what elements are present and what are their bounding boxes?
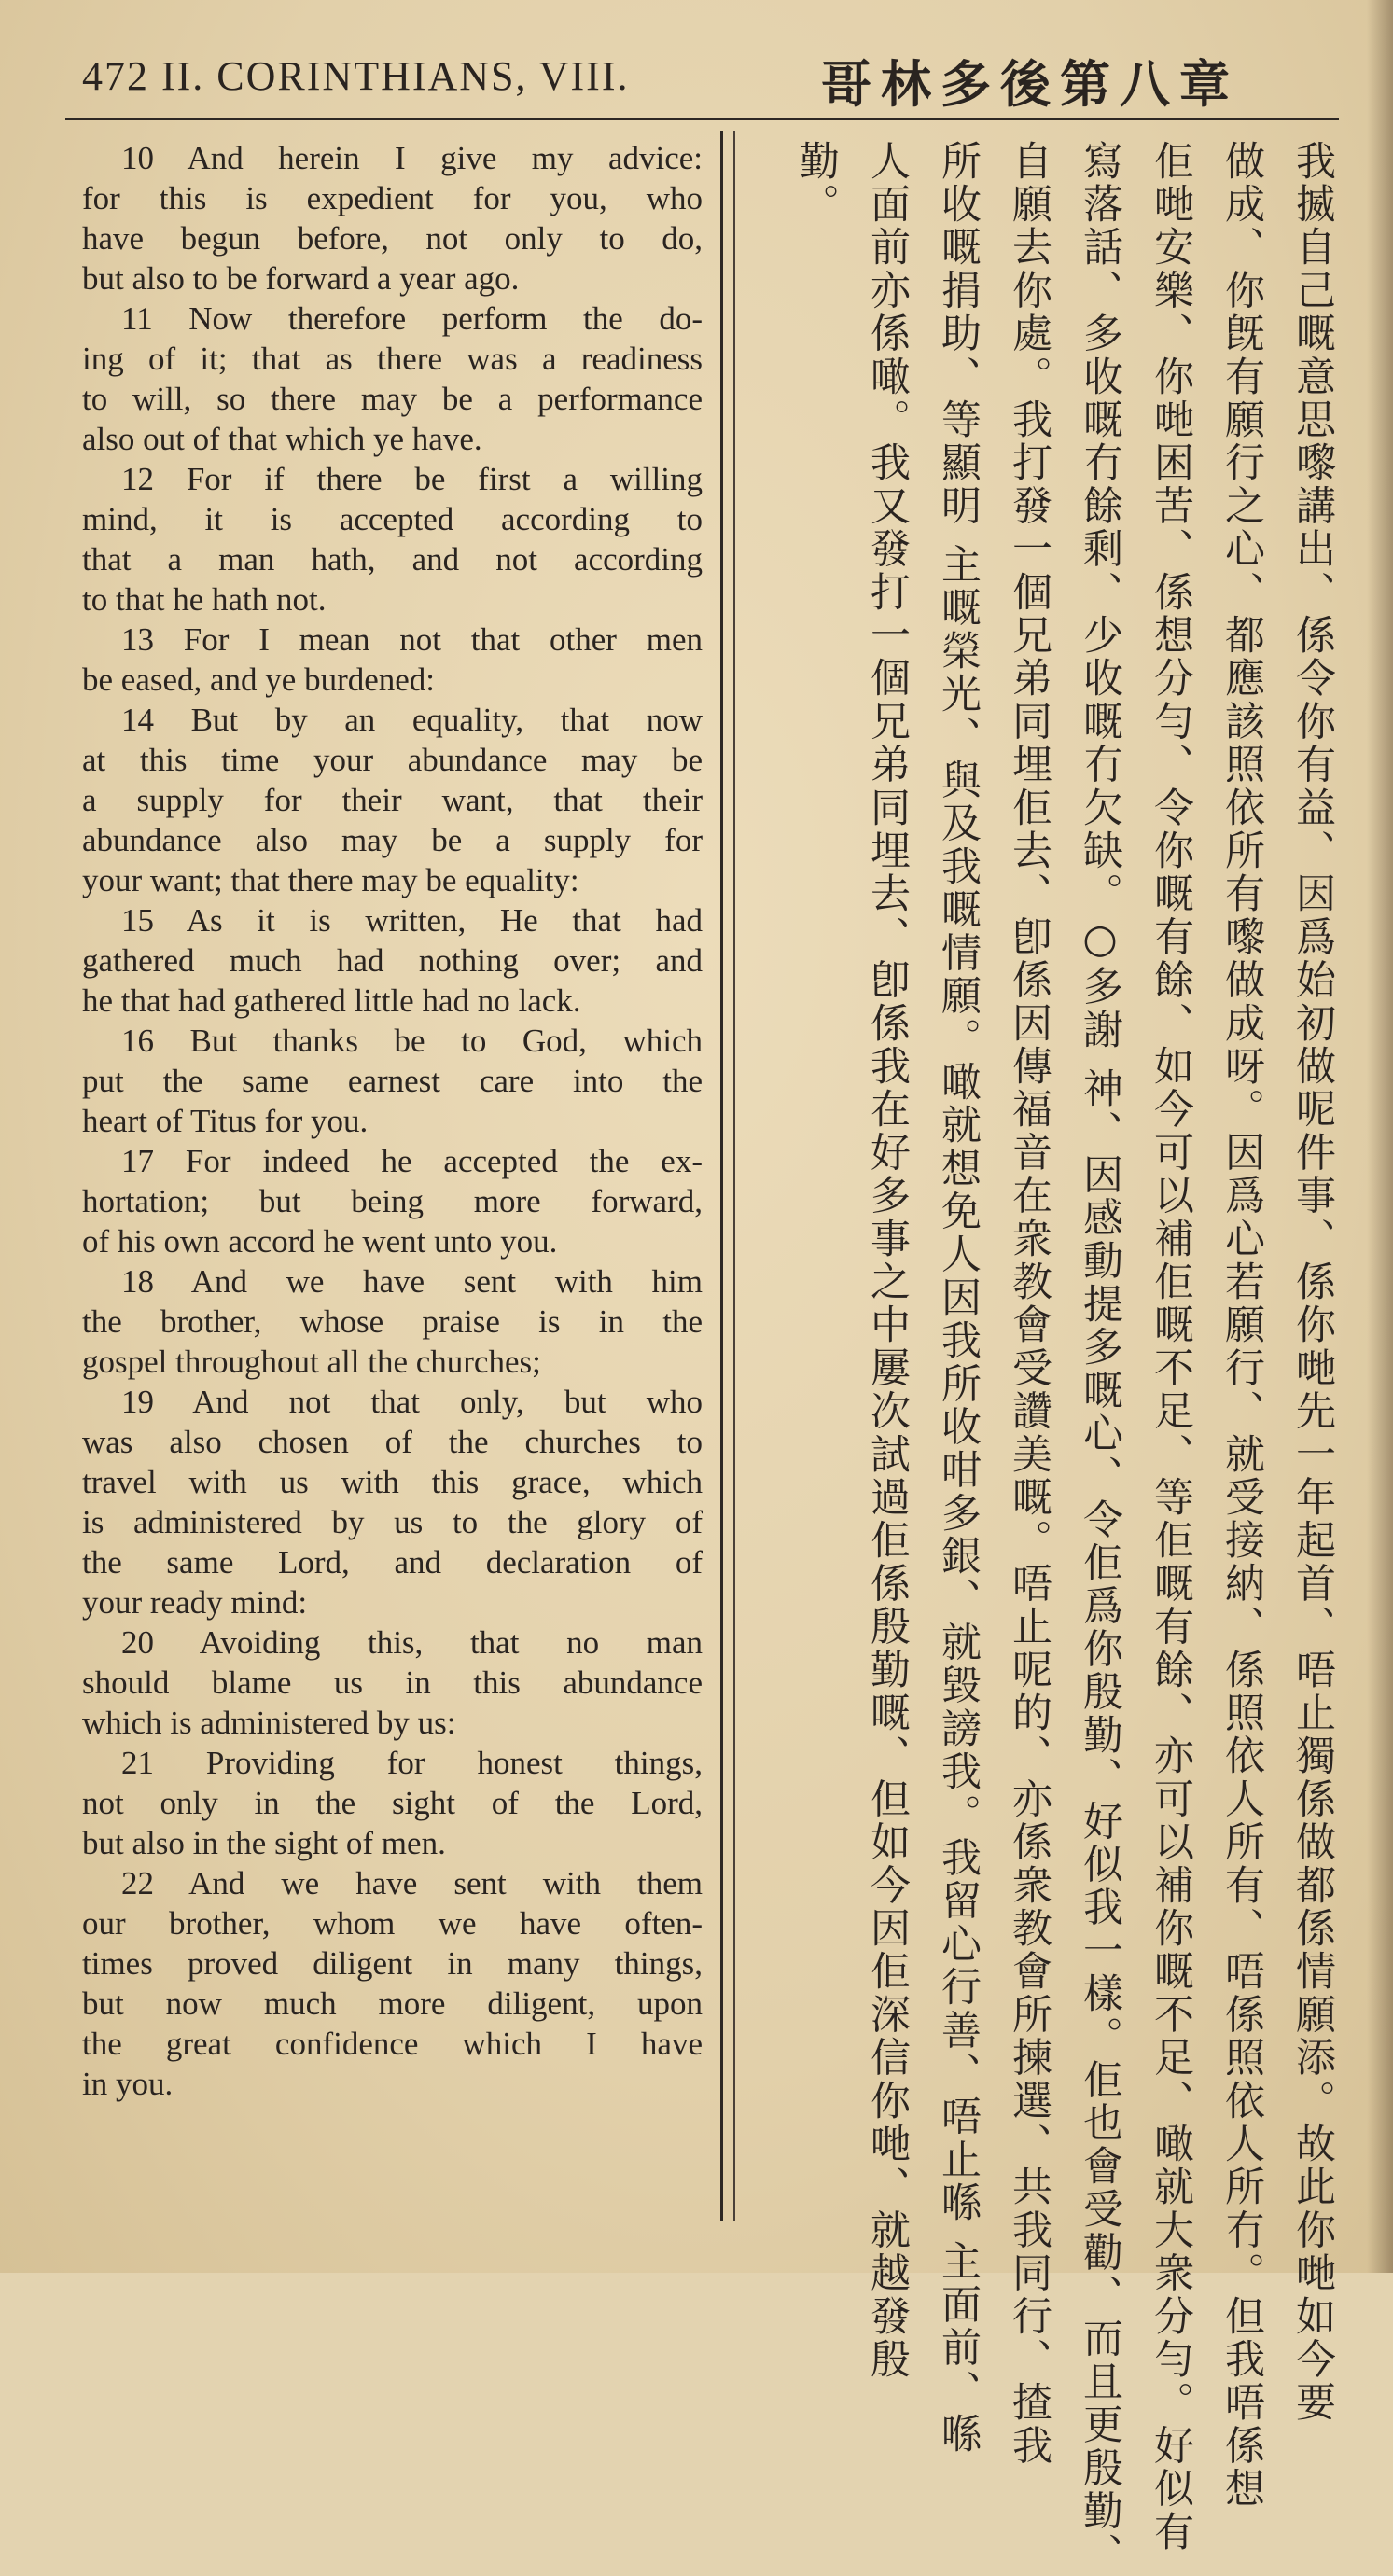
verse-line: 13 For I mean not that other men [121,621,703,658]
verse-line: have begun before, not only to do, [82,220,703,257]
verse-line: 18 And we have sent with him [121,1263,703,1300]
verse-line: mind, it is accepted according to [82,501,703,537]
verse-line: a supply for their want, that their [82,782,703,818]
verse-line: gathered much had nothing over; and [82,942,703,979]
verse-line: of his own accord he went unto you. [82,1223,558,1260]
verse-line: the brother, whose praise is in the [82,1303,703,1340]
chinese-column: 所收嘅捐助、等顯明 主嘅榮光、與及我嘅情願。噉就想免人因我所收咁多銀、就毀謗我。我留心行善、唔止喺 主面前、喺 [935,140,982,2457]
header-rule [65,118,1339,120]
verse-line: put the same earnest care into the [82,1063,703,1099]
column-divider [720,131,723,2221]
running-head-english: 472 II. CORINTHIANS, VIII. [82,53,630,99]
verse-line: 19 And not that only, but who [121,1384,703,1420]
verse-line: heart of Titus for you. [82,1103,369,1139]
verse-line: 15 As it is written, He that had [121,902,703,939]
verse-line: 21 Providing for honest things, [121,1745,703,1781]
english-text-column [82,138,703,2104]
verse-line: 17 For indeed he accepted the ex- [121,1143,703,1179]
verse-line: which is administered by us: [82,1705,456,1741]
running-head-chinese: 哥林多後第八章 [821,55,1239,114]
verse-line: 16 But thanks be to God, which [121,1023,703,1059]
verse-line: to will, so there may be a performance [82,381,703,417]
column-divider-inner [733,131,735,2221]
chinese-column: 寫落話、多收嘅冇餘剩、少收嘅冇欠缺。○多謝 神、因感動提多嘅心、令佢爲你殷勤、好似我一樣。佢也會受勸、而且更殷勤、 [1077,140,1123,2576]
verse-line: also out of that which ye have. [82,421,482,457]
verse-line: our brother, whom we have often- [82,1905,703,1942]
verse-line: he that had gathered little had no lack. [82,982,581,1019]
verse-line: that a man hath, and not according [82,541,703,578]
verse-line: for this is expedient for you, who [82,180,703,216]
verse-line: is administered by us to the glory of [82,1504,703,1540]
chinese-column: 自願去你處。我打發一個兄弟同埋佢去、卽係因傳福音在衆教會受讚美嘅。唔止呢的、亦係衆教會所揀選、共我同行、揸我 [1006,140,1052,2468]
verse-line: but now much more diligent, upon [82,1985,703,2022]
verse-line: not only in the sight of the Lord, [82,1785,703,1821]
verse-line: hortation; but being more forward, [82,1183,703,1219]
verse-line: 22 And we have sent with them [121,1865,703,1901]
page-header [0,28,1393,131]
verse-line: 11 Now therefore perform the do- [121,300,703,337]
verse-line: ing of it; that as there was a readiness [82,341,703,377]
verse-line: times proved diligent in many things, [82,1945,703,1982]
verse-line: should blame us in this abundance [82,1664,703,1701]
verse-line: but also in the sight of men. [82,1825,446,1861]
verse-line: but also to be forward a year ago. [82,260,520,297]
chinese-column: 勤。 [793,140,840,227]
chinese-text-column [781,140,1348,2576]
verse-line: 20 Avoiding this, that no man [121,1624,703,1661]
verse-line: your want; that there may be equality: [82,862,579,898]
verse-line: travel with us with this grace, which [82,1464,703,1500]
verse-line: was also chosen of the churches to [82,1424,703,1460]
verse-line: gospel throughout all the churches; [82,1344,541,1380]
verse-line: the great confidence which I have [82,2026,703,2062]
verse-line: to that he hath not. [82,581,327,618]
verse-line: 12 For if there be first a willing [121,461,703,497]
chinese-column: 做成、你旣有願行之心、都應該照依所有嚟做成呀。因爲心若願行、就受接納、係照依人所有、唔係照依人所冇。但我唔係想 [1219,140,1265,2511]
chinese-column: 我揻自己嘅意思嚟講出、係令你有益、因爲始初做呢件事、係你哋先一年起首、唔止獨係做都係情願添。故此你哋如今要 [1289,140,1336,2425]
verse-line: 10 And herein I give my advice: [121,140,703,176]
verse-line: at this time your abundance may be [82,742,703,778]
verse-line: the same Lord, and declaration of [82,1544,703,1580]
verse-line: be eased, and ye burdened: [82,661,436,698]
verse-line: abundance also may be a supply for [82,822,703,858]
verse-line: 14 But by an equality, that now [121,702,703,738]
verse-line: in you. [82,2066,174,2102]
chinese-column: 佢哋安樂、你哋困苦、係想分勻、令你嘅有餘、如今可以補佢嘅不足、等佢嘅有餘、亦可以補你嘅不足、噉就大衆分勻。好似有 [1148,140,1194,2555]
chinese-column: 人面前亦係噉。我又發打一個兄弟同埋去、卽係我在好多事之中屢次試過佢係殷勤嘅、但如今因佢深信你哋、就越發殷 [864,140,911,2382]
verse-line: your ready mind: [82,1584,308,1621]
page-edge-shadow [1367,0,1393,2273]
